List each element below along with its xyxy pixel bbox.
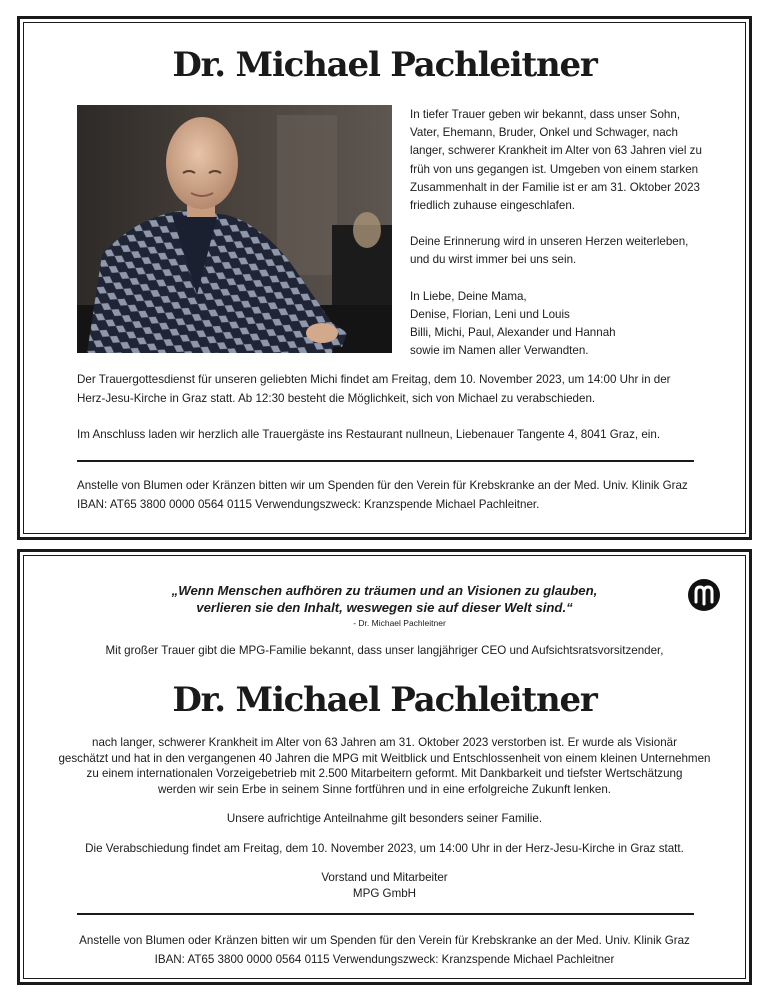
farewell-text: Die Verabschiedung findet am Freitag, dem 10. November 2023, um 14:00 Uhr in der Herz-Jesu-Kirche in Graz statt. (85, 842, 684, 855)
condolence-text: Unsere aufrichtige Anteilnahme gilt besonders seiner Familie. (226, 812, 543, 825)
divider (77, 913, 694, 915)
tribute-line: geschätzt und hat in den vergangenen 40 Jahren die MPG mit Weitblick und Entschlossenheit von einem kleinen Unternehmen (58, 751, 711, 765)
announcement-text (410, 106, 710, 360)
signature-line: MPG GmbH (352, 886, 417, 900)
family-signature (410, 288, 710, 361)
quote-author: - Dr. Michael Pachleitner (353, 618, 446, 628)
company-signature (20, 870, 749, 901)
signature-line: sowie im Namen aller Verwandten. (410, 344, 589, 358)
family-obituary (17, 16, 752, 540)
portrait-photo (77, 105, 392, 353)
service-paragraph: Der Trauergottesdienst für unseren geliebten Michi findet am Freitag, dem 10. November 2023, um 14:00 Uhr in der Herz-Jesu-Kirche in Graz statt. Ab 12:30 besteht die Möglichkeit, sich von Michael zu verabschieden. (77, 373, 671, 405)
deceased-name: Dr. Michael Pachleitner (172, 45, 597, 85)
signature-line: In Liebe, Deine Mama, (410, 289, 527, 303)
remembrance-paragraph: Deine Erinnerung wird in unseren Herzen weiterleben, und du wirst immer bei uns sein. (410, 235, 689, 267)
mpg-logo-icon (688, 579, 720, 611)
tribute-line: werden wir sein Erbe in seinem Sinne fortführen und in eine erfolgreiche Zukunft lenken. (157, 782, 612, 796)
deceased-name: Dr. Michael Pachleitner (172, 680, 597, 720)
quote-line: „Wenn Menschen aufhören zu träumen und an Visionen zu glauben, (171, 583, 598, 598)
intro-text: Mit großer Trauer gibt die MPG-Familie bekannt, dass unser langjähriger CEO und Aufsichtsratsvorsitzender, (105, 644, 664, 657)
reception-paragraph: Im Anschluss laden wir herzlich alle Trauergäste ins Restaurant nullneun, Liebenauer Tangente 4, 8041 Graz, ein. (77, 428, 661, 441)
memorial-quote (20, 582, 749, 616)
quote-line: verlieren sie den Inhalt, weswegen sie auf dieser Welt sind.“ (196, 600, 573, 615)
donation-line: IBAN: AT65 3800 0000 0564 0115 Verwendungszweck: Kranzspende Michael Pachleitner (154, 953, 615, 966)
donation-note: Anstelle von Blumen oder Kränzen bitten wir um Spenden für den Verein für Krebskranke an der Med. Univ. Klinik Graz IBAN: AT65 3800 0000 0564 0115 Verwendungszweck: Kranzspende Michael Pachleitner. (77, 479, 688, 511)
donation-line: Anstelle von Blumen oder Kränzen bitten wir um Spenden für den Verein für Krebskranke an der Med. Univ. Klinik Graz (79, 934, 690, 947)
donation-note (20, 931, 749, 969)
signature-line: Denise, Florian, Leni und Louis (410, 307, 570, 321)
service-info (77, 371, 697, 463)
signature-line: Vorstand und Mitarbeiter (321, 871, 448, 884)
divider (77, 460, 694, 462)
announcement-paragraph: In tiefer Trauer geben wir bekannt, dass unser Sohn, Vater, Ehemann, Bruder, Onkel und Schwager, nach langer, schwerer Krankheit im Alter von 63 Jahren viel zu früh von uns gegangen ist. Umgeben von einem starken Zusammenhalt in der Familie ist er am 31. Oktober 2023 friedlich zuhause eingeschlafen. (410, 108, 702, 213)
tribute-text (20, 735, 749, 797)
signature-line: Billi, Michi, Paul, Alexander und Hannah (410, 326, 616, 340)
tribute-line: nach langer, schwerer Krankheit im Alter von 63 Jahren am 31. Oktober 2023 verstorben ist. Er wurde als Visionär (92, 736, 677, 749)
tribute-line: zu einem internationalen Vorzeigebetrieb mit 2.500 Mitarbeitern geformt. Mit Dankbarkeit und tiefster Wertschätzung (86, 767, 683, 780)
company-obituary (17, 549, 752, 985)
